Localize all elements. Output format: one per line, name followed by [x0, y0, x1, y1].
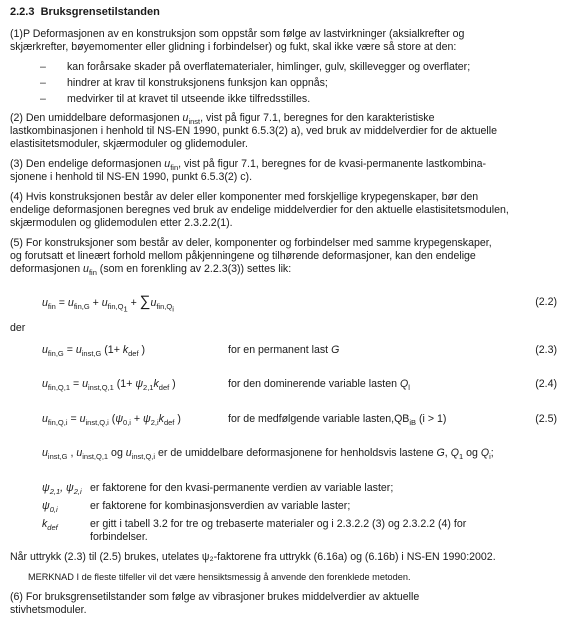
equation-number: (2.2) — [535, 296, 557, 308]
note: MERKNAD I de fleste tilfeller vil det være hensiktsmessig å anvende den forenklede metoden. — [28, 572, 411, 582]
paragraph-2-line-1: (2) Den umiddelbare deformasjonen $u_{inst}$, vist på figur 7.1, beregnes for den karakteristiske — [10, 112, 435, 127]
paragraph-3-line-1: (3) Den endelige deformasjonen $u_{fin}$, vist på figur 7.1, beregnes for de kvasi-permanente lastkombina- — [10, 158, 487, 173]
equation-number: (2.4) — [535, 378, 557, 390]
equation-2-3-description: for en permanent last G — [228, 344, 340, 356]
symbol-psi-2: $\psi_{2,1}$, $\psi_{2,i}$ — [42, 482, 82, 497]
paragraph-1-line-1: (1)P Deformasjonen av en konstruksjon som oppstår som følge av lastvirkninger (aksialkrefter og — [10, 28, 465, 40]
paragraph-4-line-3: skjærmodulen og glidemodulen etter 2.3.2.2(1). — [10, 217, 233, 229]
paragraph-6-line-1: (6) For bruksgrensetilstander som følge av vibrasjoner brukes middelverdier av aktuelle — [10, 591, 420, 603]
bullet-dash: – — [40, 93, 46, 105]
paragraph-4-line-1: (4) Hvis konstruksjonen består av deler eller komponenter med forskjellige krypegenskaper, bør den — [10, 191, 479, 203]
paragraph-5-line-2: og forutsatt et lineært forhold mellom påkjenningene og tilhørende deformasjoner, kan den endelige — [10, 250, 476, 262]
definition-k-def-line-2: forbindelser. — [90, 531, 148, 543]
section-title: Bruksgrensetilstanden — [40, 6, 160, 18]
symbol-k-def: $k_{def}$ — [42, 518, 58, 533]
equation-2-2: $u_{fin} = u_{fin,G} + u_{fin,Q_1} + \sum u_{fin,Q_i}$ — [42, 293, 174, 314]
paragraph-2-line-3: elastisitetsmoduler, skjærmoduler og glidemoduler. — [10, 138, 248, 150]
equation-2-4: $u_{fin,Q,1} = u_{inst,Q,1}$ ($1+ \psi_{2,1}k_{def}$ ) — [42, 378, 176, 393]
equation-2-4-description: for den dominerende variable lasten $Q_l$ — [228, 378, 410, 393]
paragraph-nar: Når uttrykk (2.3) til (2.5) brukes, utelates ψ₂-faktorene fra uttrykk (6.16a) og (6.16b) i NS-EN 1990:2002. — [10, 551, 496, 563]
bullet-dash: – — [40, 61, 46, 73]
bullet-dash: – — [40, 77, 46, 89]
section-number: 2.2.3 — [10, 6, 35, 18]
der-label: der — [10, 322, 26, 334]
definition-k-def-line-1: er gitt i tabell 3.2 for tre og trebaserte materialer og i 2.3.2.2 (3) og 2.3.2.2 (4) for — [90, 518, 467, 530]
bullet-item: medvirker til at kravet til utseende ikke tilfredsstilles. — [67, 93, 311, 105]
definition-psi-2: er faktorene for den kvasi-permanente verdien av variable laster; — [90, 482, 394, 494]
equation-number: (2.3) — [535, 344, 557, 356]
paragraph-5-line-1: (5) For konstruksjoner som består av deler, komponenter og forbindelser med samme krypegenskaper, — [10, 237, 492, 249]
equation-2-5-description: for de medfølgende variable $lasten,QB_{iB}$ (i > 1) — [228, 413, 447, 428]
equation-number: (2.5) — [535, 413, 557, 425]
bullet-item: kan forårsake skader på overflatematerialer, himlinger, gulv, skillevegger og overflater; — [67, 61, 471, 73]
paragraph-4-line-2: endelige deformasjonen beregnes ved bruk av endelige middelverdier for den aktuelle elastisitetsmodulen, — [10, 204, 509, 216]
paragraph-6-line-2: stivhetsmoduler. — [10, 604, 87, 616]
paragraph-1-line-2: skjærkrefter, bøyemomenter eller glidning i forbindelser) og fukt, skal ikke være så store at den: — [10, 41, 457, 53]
definition-psi-0: er faktorene for kombinasjonsverdien av variable laster; — [90, 500, 351, 512]
paragraph-2-line-2: lastkombinasjonen i henhold til NS-EN 1990, punkt 6.5.3(2) a), ved bruk av middelverdier for de aktuelle — [10, 125, 497, 137]
equation-2-3: $u_{fin,G} = u_{inst,G}$ ($1+ k_{def}$ ) — [42, 344, 146, 359]
paragraph-5-line-3: deformasjonen $u_{fin}$ (som en forenkling av 2.2.3(3)) settes lik: — [10, 263, 292, 278]
paragraph-3-line-2: sjonene i henhold til NS-EN 1990, punkt 6.5.3(2) c). — [10, 171, 253, 183]
section-heading — [10, 6, 160, 19]
equation-2-5: $u_{fin,Q,i} = u_{inst,Q,i}$ ($\psi_{0,i} + \psi_{2,i}k_{def}$ ) — [42, 413, 181, 428]
bullet-item: hindrer at krav til konstruksjonens funksjon kan oppnås; — [67, 77, 328, 89]
symbol-psi-0: $\psi_{0,i}$ — [42, 500, 58, 515]
definition-u-inst: $u_{inst,G}$ , $u_{inst,Q,1}$ og $u_{inst,Q,i}$ er de umiddelbare deformasjonene for henholdsvis lastene G, $Q_1$ og $Q_i$; — [42, 447, 494, 462]
